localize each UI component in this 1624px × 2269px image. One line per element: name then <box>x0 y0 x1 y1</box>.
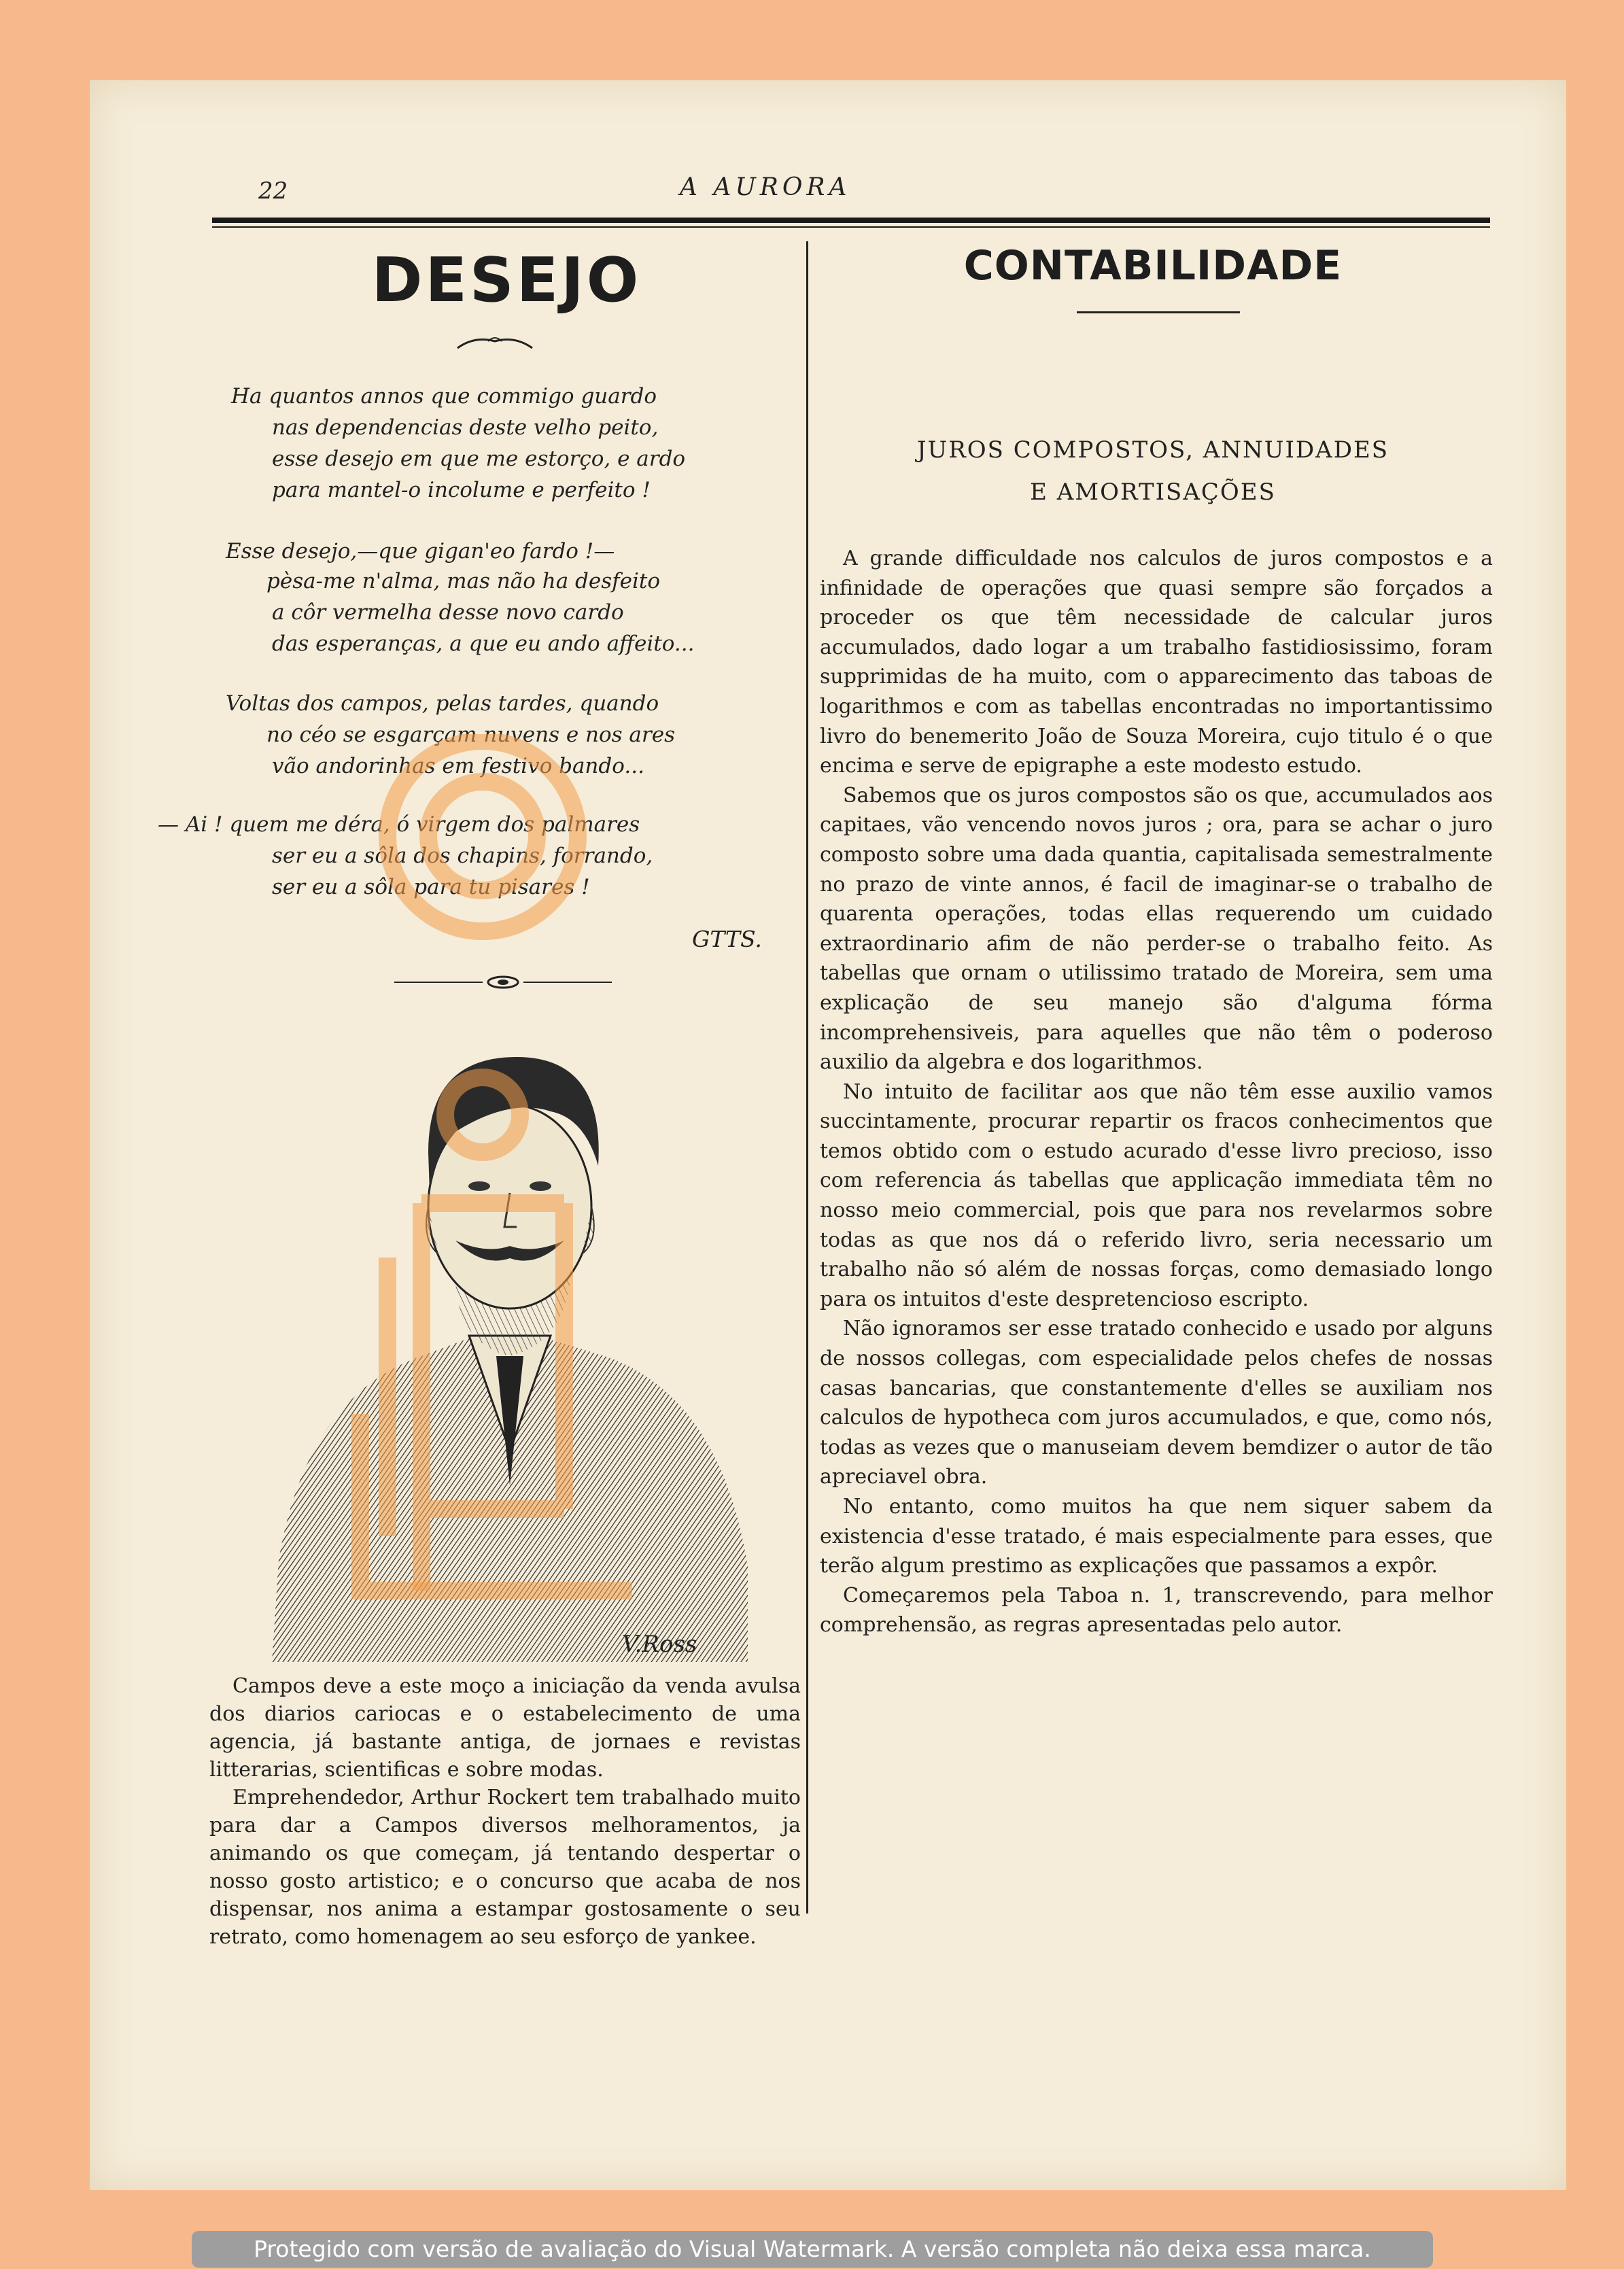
column-divider <box>806 241 808 1913</box>
article-body <box>820 544 1493 1640</box>
portrait-engraving-icon <box>252 1016 768 1662</box>
poem-line: ser eu a sôla para tu pisares ! <box>272 875 590 899</box>
poem-line: nas dependencias deste velho peito, <box>272 415 659 440</box>
poem-signature: GTTS. <box>692 926 762 952</box>
title-underline <box>1077 311 1240 313</box>
article-paragraph: No entanto, como muitos ha que nem siquer sabem da existencia d'esse tratado, é mais especialmente para esses, que terão algum prestimo as explicações que passamos a expôr. <box>820 1495 1493 1578</box>
left-prose <box>209 1672 801 1951</box>
page-number: 22 <box>258 177 288 205</box>
subheading-2: E AMORTISAÇÕES <box>1030 479 1276 506</box>
article-title: CONTABILIDADE <box>963 242 1343 290</box>
subheading-1: JUROS COMPOSTOS, ANNUIDADES <box>916 436 1389 464</box>
poem-line: vão andorinhas em festivo bando... <box>272 754 644 778</box>
ornament-flourish-icon <box>454 332 536 352</box>
poem-line: das esperanças, a que eu ando affeito... <box>272 631 695 656</box>
poem-line: pèsa-me n'alma, mas não ha desfeito <box>266 569 660 593</box>
poem-line: Voltas dos campos, pelas tardes, quando <box>226 691 659 716</box>
prose-paragraph: Campos deve a este moço a iniciação da venda avulsa dos diarios cariocas e o estabelecimento de uma agencia, já bastante antiga, de jornaes e revistas litterarias, scientificas e sobre modas. <box>209 1674 801 1782</box>
article-paragraph: Começaremos pela Taboa n. 1, transcrevendo, para melhor comprehensão, as regras apresentadas pelo autor. <box>820 1583 1493 1638</box>
running-header <box>0 173 1624 214</box>
header-rule-thin <box>212 226 1490 228</box>
article-paragraph: Sabemos que os juros compostos são os que, accumulados aos capitaes, vão vencendo novos juros ; ora, para se achar o juro composto sobre uma dada quantia, capitalisada semestralmente no prazo de vinte annos, é facil de imaginar-se o trabalho de quarenta operações, todas ellas requerendo um cuidado extraordinario afim de não perder-se o trabalho feito. As tabellas que ornam o utilissimo tratado de Moreira, sem uma explicação de seu manejo são d'alguma fórma incomprehensiveis, para aquelles que não têm o poderoso auxilio da algebra e dos logarithmos. <box>820 783 1493 1075</box>
article-paragraph: No intuito de facilitar aos que não têm esse auxilio vamos succintamente, procurar repartir os fracos conhecimentos que temos obtido com o estudo acurado d'esse livro precioso, isso com referencia ás tabellas que applicação immediata têm no nosso meio commercial, pois que para nos revelarmos sobre todas as que nos dá o referido livro, seria necessario um trabalho não só além de nossas forças, como demasiado longo para os intuitos d'este despretencioso escripto. <box>820 1079 1493 1311</box>
portrait-signature: V.Ross <box>622 1631 697 1658</box>
header-rule <box>212 218 1490 223</box>
poem-line: ser eu a sôla dos chapins, forrando, <box>272 844 653 868</box>
poem-line: Ha quantos annos que commigo guardo <box>231 384 657 409</box>
poem-line: no céo se esgarçam nuvens e nos ares <box>266 723 675 747</box>
watermark-notice: Protegido com versão de avaliação do Visual Watermark. A versão completa não deixa essa marca. <box>192 2231 1433 2268</box>
prose-paragraph: Emprehendedor, Arthur Rockert tem trabalhado muito para dar a Campos diversos melhoramentos, ja animando os que começam, já tentando despertar o nosso gosto artistico; e o concurso que acaba de nos dispensar, nos anima a estampar gostosamente o seu retrato, como homenagem ao seu esforço de yankee. <box>209 1786 801 1949</box>
article-paragraph: A grande difficuldade nos calculos de juros compostos e a infinidade de operações que quasi sempre são forçados a proceder os que têm necessidade de calcular juros accumulados, dado logar a um trabalho fastidiosissimo, foram supprimidas de ha muito, com o apparecimento das taboas de logarithmos e com as tabellas encontradas no importantissimo livro do benemerito João de Souza Moreira, cujo titulo é o que encima e serve de epigraphe a este modesto estudo. <box>820 547 1493 778</box>
poem-line: para mantel-o incolume e perfeito ! <box>272 478 651 502</box>
poem-line: Esse desejo,—que gigan'eo fardo !— <box>226 539 615 564</box>
poem-line: esse desejo em que me estorço, e ardo <box>272 447 686 471</box>
ornament-divider-icon <box>387 969 619 996</box>
article-paragraph: Não ignoramos ser esse tratado conhecido e usado por alguns de nossos collegas, com especialidade pelos chefes de nossas casas bancarias, que constantemente d'elles se auxiliam nos calculos de hypotheca com juros accumulados, e que, como nós, todas as vezes que o manuseiam devem bemdizer o autor de tão apreciavel obra. <box>820 1317 1493 1489</box>
journal-title: A AURORA <box>680 173 851 201</box>
poem-line: — Ai ! quem me déra, ó virgem dos palmares <box>158 812 640 837</box>
poem-title: DESEJO <box>371 245 642 316</box>
poem-line: a côr vermelha desse novo cardo <box>272 600 624 625</box>
